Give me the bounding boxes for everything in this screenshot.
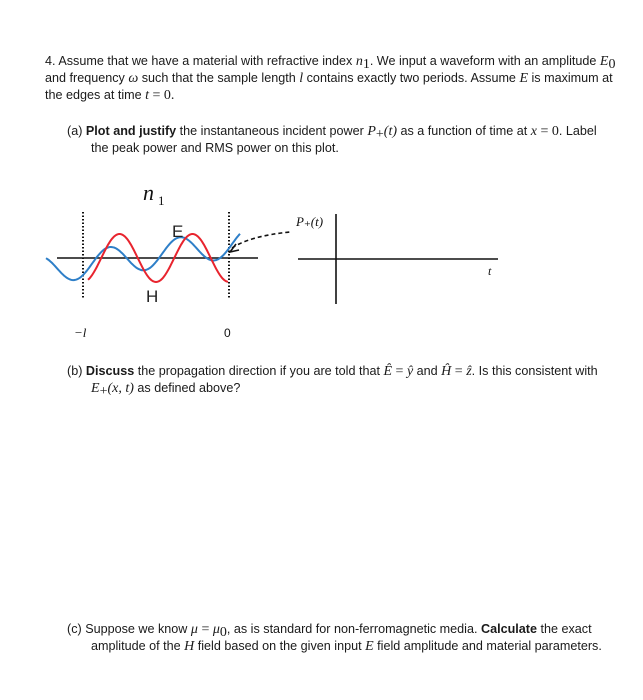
part-b-bold: Discuss [85, 364, 135, 378]
e-hat: Ê [383, 364, 393, 379]
time-axis-label: t [488, 264, 492, 278]
part-b-text: the propagation direction if you are told that [134, 364, 384, 378]
h-symbol: H [184, 639, 195, 654]
part-c-line-2 [91, 638, 602, 655]
part-b-line-2 [91, 380, 240, 397]
z-hat: ẑ [466, 364, 472, 379]
p-arg: (t) [383, 124, 397, 139]
eq-sign: = [451, 364, 467, 379]
e0-symbol: E [599, 54, 609, 69]
e-symbol: E [365, 639, 374, 654]
mu-symbol: μ [190, 622, 198, 637]
problem-number: 4. [45, 54, 56, 68]
part-b-text: and [413, 364, 442, 378]
part-a-text: . Label [558, 124, 597, 138]
mu0-subscript: 0 [219, 625, 227, 640]
l-symbol: l [299, 71, 304, 86]
n1-symbol: n [355, 54, 363, 69]
part-b-text: . Is this consistent with [471, 364, 598, 378]
connector-arrow [232, 232, 290, 248]
part-c-label: (c) [67, 622, 82, 636]
part-c-text: , as is standard for non-ferromagnetic media. [226, 622, 481, 636]
omega-symbol: ω [128, 71, 139, 86]
n1-label: n [143, 180, 154, 205]
part-c-text: field based on the given input [194, 639, 366, 653]
n1-subscript: 1 [362, 57, 370, 72]
left-tick-label: −l [74, 325, 87, 340]
right-tick-label: 0 [224, 326, 231, 340]
part-c-text: amplitude of the [91, 639, 185, 653]
h-wave-label: H [146, 287, 159, 306]
power-axis-label: P₊(t) [296, 214, 324, 229]
part-c-text: Suppose we know [85, 622, 191, 636]
problem-text: the edges at time [45, 88, 146, 102]
part-a-text: the instantaneous incident power [176, 124, 368, 138]
eq-zero: = 0. [149, 88, 175, 103]
part-a-label: (a) [67, 124, 83, 138]
problem-text: . We input a waveform with an amplitude [369, 54, 600, 68]
eq-zero-a: = 0 [536, 124, 559, 139]
x-symbol: x [530, 124, 537, 139]
e-plus-symbol: E [91, 381, 100, 396]
mu0-symbol: μ [212, 622, 220, 637]
e-symbol: E [519, 71, 528, 86]
problem-text: Assume that we have a material with refractive index [58, 54, 356, 68]
part-c-line-1 [67, 621, 592, 638]
problem-text: contains exactly two periods. Assume [303, 71, 520, 85]
e-plus-args: (x, t) [107, 381, 134, 396]
t-symbol: t [145, 88, 150, 103]
problem-text: is maximum at [528, 71, 613, 85]
part-c-bold: Calculate [480, 622, 537, 636]
part-b-label: (b) [67, 364, 83, 378]
e-wave-label: E [172, 222, 184, 241]
part-a-bold: Plot and justify [85, 124, 177, 138]
eq-sign: = [197, 622, 213, 637]
part-b-line-1 [67, 363, 598, 380]
n1-label-sub: 1 [158, 193, 165, 208]
p-subscript: + [375, 127, 384, 142]
eq-sign: = [392, 364, 407, 379]
part-c-text: field amplitude and material parameters. [373, 639, 602, 653]
problem-text: and frequency [45, 71, 129, 85]
problem-text: such that the sample length [138, 71, 300, 85]
part-b-text: as defined above? [133, 381, 241, 395]
y-hat: ŷ [406, 364, 414, 379]
part-c-text: the exact [536, 622, 592, 636]
e0-subscript: 0 [608, 57, 616, 72]
part-a-text: as a function of time at [397, 124, 531, 138]
p-symbol: P [367, 124, 376, 139]
e-plus-subscript: + [99, 384, 108, 399]
part-a-text: the peak power and RMS power on this plot. [91, 141, 339, 155]
h-hat: Ĥ [441, 364, 452, 379]
